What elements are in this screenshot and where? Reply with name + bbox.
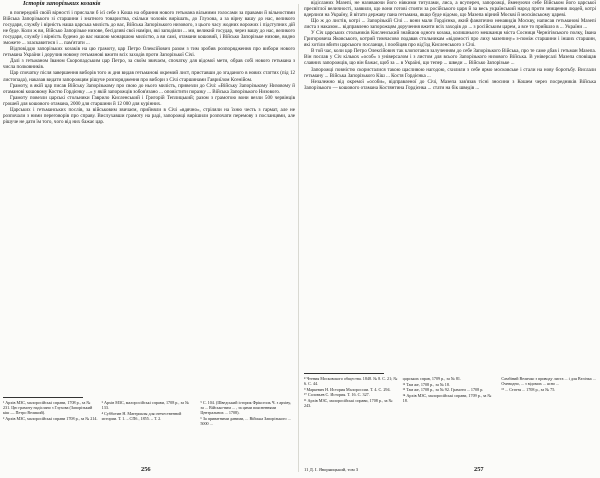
paragraph: Далі з гетьманом Іваном Скоропадським цар Петро, за своїм звичаєм, спочатку для відомої мети, обрав собі нового гетьмана з числа полковників. [3,58,295,71]
footnote: ⁴ Субботин Н. Материалы для отечественной истории. Т. 1. – СПб., 1855. – Т. 2. [101,410,182,421]
paragraph: У Січ царських стольників Кисленський знайшов одного козака, колишнього мешканця міста Сосниця Чернігівського полку, Івана Григоровича Яковського, котрий тимчасово подавав стольникам «відомості про лиху мазепину» з-поміж старшини і інших старшин, які хотіли вбити царського посланця, і пообіцяв про від'їзд Кисленського з Січі. [304,30,596,49]
footnote-column [3,400,98,462]
paragraph: в попередній своїй вірності і прислали б ієї себе з Коша на обрання нового гетьмана вільними голосами за правами й вільностями Війська Запорізького зі старшини і знатного товариства, скільки чоловік вирішать, до Глухова, а за вірну вашу до нас, великого государя, службу і вірність наша царська милість до вас, Війська Запорізького низового, з цього часу жодних ворожих і підступних дій не буде. Коли ж ви, Військо Запорізьке низове, бесідливі свої наміри, які заподіяли ... ми, великий государ, через вашу до нас, великого государя, службу і вірність будемо до вас нашою монаршою милістю, а ви самі, отамани кошовий, і Військо Запорізьке низове, видно зможете ... зласкавитися і ... пам'ятати ... [3,10,295,47]
footnote: ¹³ Там же, 1708 р., за № 92. Грамоти ... 1708 р. [402,387,484,393]
footnote-rule [304,373,384,374]
paragraph: Цар спочатку після завершення виборів того ж дня видав гетьманові окремий лист, приставши до згаданого в нових статтях (під 12 листопада), наказав видати запорожцям рішуче розпорядження про вибори з Січі старшинами Гавриїлом Ксенійом. [3,70,295,83]
paragraph: відісланих Мазепі, не називаючи його ніякими титулами, лиса, а всупереч, запорожці, йменуючи себе Військом його царської пресвітлої величності, заявили, що вони готові стояти за російського царя й за весь український народ проти знищення людей, котрі вдерлися на Україну, й вітати державу пана гетьмана, якщо буде відомо, що Мазепа вірний Москві й москівському цареві. [304,0,596,19]
footnote: ⁵ С. 104. (Шведський історик Фрікселль Ч. з архіву, за ... Військо-вим ... , за цими поясненнями Центральних ... 1708). [200,400,291,415]
paragraph: Що ж до листів, котрі ... Запорізькій Січі ... вони мали Гордієнко, який фанатично ненавидів Москву, написав гетьманові Мазепі листа з наказом... відправлено запорожцям доручення вжити всіх заходів до ... з російським царем, а все то прийшло в ... України ... [304,18,596,31]
footnotes [304,376,596,438]
footnote: ¹ Архів МЗС, малоросійські справи, 1708 р., за № 231. Цю грамоту надіслано з Глухова (Запорізький кіш — Петро Великий). [3,400,93,415]
paragraph: Незалежно від окремої «особи», відправленої до Січі, Мазепа зав'язав тісні зносини з Кошем через посредників Війська Запорізького — кошового отамана Костянтина Гордієнка ... стати на бік шведів ... [304,78,596,91]
footnote-column [200,400,295,462]
footnote-rule [3,397,83,398]
paragraph: В той час, коли цар Петро Олексійович так клопотався залученням до себе Запорізького Війська, про те саме дбав і гетьман Мазепа. Він послав у Січ кількох «особ» з універсалом і з листом для всього Запорізького низового Війська. В універсалі Мазепа сповіщав славних запорожців, що він бажає, щоб за ... в Україні, що тепер ... шведи ... Військо Запорізьке ... [304,48,596,67]
footnote-column [403,376,498,438]
right-page [304,0,596,478]
footnote: ⁹ Маркевич Н. История Малороссии. Т. 4. С. 294. [304,386,391,392]
footnote: ¹² Там же, 1708 р., за № 18. [402,381,450,387]
footnote: ² Архів МЗС, малоросійські справи 1708 р., за № 214. [3,415,98,421]
footnote-column [304,376,399,438]
left-body-text [3,10,295,394]
paragraph: Грамоту, в якій цар писав Війську Запорізькому про свою до нього милість, привезли до Січі: «Війську Запорізькому Низовому й отаманові кошовому Костю Гордієнку ...» у якій запорожців зобов'язано ... оповістити поразку ... Війська Запорізького Низового. [3,82,295,95]
footnote: ¹⁴ Архів МЗС, малоросійські справи, 1709 р., за № 18. [402,392,492,403]
paragraph: Відповіддю запорізьких козаків на цю грамоту, цар Петро Олексійович разом з тим зробив розпорядження про вибори нового гетьмана України і доручив новому гетьманові вжити всіх заходів проти Запорізької Січі. [3,46,295,59]
gutter-divider [298,4,299,472]
footnote: Самбіний Величко з приводу листа ... і для Велічка ... Очевидно, ... з відомих ... ясно ... [501,376,596,386]
footnote: ³ Архів МЗС, малоросійські справи, 1708 р., за № 133. [101,400,189,410]
paragraph: Царських і гетьманських послів, за військовим звичаєм, прийняли в Січі «вдячно», стріляли на їхню честь з гармат, але не розпочали з ними переговорів про справу. Вислухавши грамоту на раді, запорожці вирішили розпочати перемову з посланцями, але рішуче не дати їм того, чого від них бажає цар. [3,106,295,125]
printer-signature: 11 Д. І. Яворницький, том 3 [304,467,359,472]
left-page [3,0,295,478]
page-number: 256 [141,466,151,473]
footnote: ⁸ Чтения Московского общества. 1848. № 8. С. 21; № 6. С. 44. [304,376,398,386]
running-header: Історія запорізьких козаків [23,0,101,7]
page-number: 257 [474,466,484,473]
footnote: царських справ, 1709 р., за № 81. [402,376,462,381]
paragraph: Грамоту повезли царські стольники Гаврило Кисленський і Григорій Теплицький; разом з грамотою вони везли 500 червінців грошей для кошового отамана, 2000 для старшини й 12 000 для курінних. [3,94,295,107]
footnote: ¹¹ Архів МЗС, малоросійські справи, 1708 р., за № 243. [304,397,393,408]
paragraph: Запорожці повністю скористалися такою щасливою нагодою, схилили з себе ярмо московське і стали на нову боротьбу. Вислали гетьману ... Війська Запорізького Кіш ... Костя Гордієнка ... [304,66,596,79]
footnote: ⁶ За приватними даними, ... Війська Запорізького ... 5000 ... [200,415,291,426]
footnotes [3,400,295,462]
right-body-text [304,0,596,370]
footnote: ¹⁵ ... Стаття ... 1708 р., за № 75. [501,386,556,392]
footnote-column [102,400,197,462]
footnote: ¹⁰ Соловьев С. История. Т. 16. С. 327. [304,392,370,398]
footnote-column [501,376,596,438]
